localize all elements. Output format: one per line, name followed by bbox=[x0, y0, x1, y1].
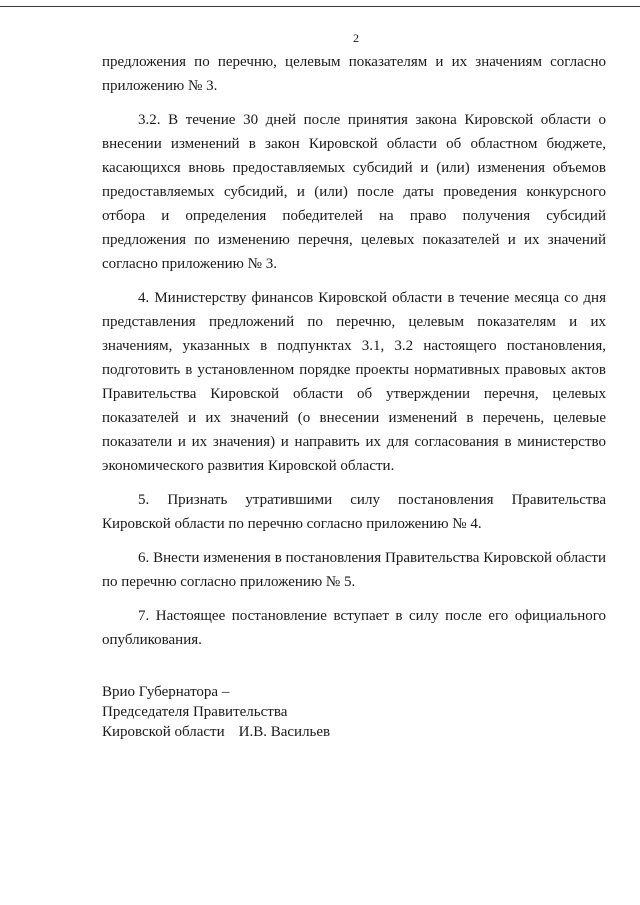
signature-region: Кировской области bbox=[102, 724, 225, 740]
top-rule bbox=[0, 6, 640, 7]
signature-title-line3 bbox=[102, 722, 330, 742]
signature-block bbox=[102, 682, 330, 742]
signatory-name: И.В. Васильев bbox=[238, 724, 331, 740]
paragraph-item-4: 4. Министерству финансов Кировской области в течение месяца со дня представления предложений по перечню, целевым показателям и их значениям, указанных в подпунктах 3.1, 3.2 настоящего постановления, подготовить в установленном порядке проекты нормативных правовых актов Правительства Кировской области об утверждении перечня, целевых показателей и их значений (о внесении изменений в перечень, целевые показатели и их значения) и направить их для согласования в министерство экономического развития Кировской области. bbox=[102, 290, 606, 474]
paragraph-item-5: 5. Признать утратившими силу постановления Правительства Кировской области по перечню согласно приложению № 4. bbox=[102, 492, 606, 532]
page-number: 2 bbox=[353, 31, 359, 45]
signature-title-line2: Председателя Правительства bbox=[102, 704, 288, 720]
paragraph-item-7: 7. Настоящее постановление вступает в силу после его официального опубликования. bbox=[102, 608, 606, 648]
document-body bbox=[102, 50, 606, 662]
paragraph-item-3-2: 3.2. В течение 30 дней после принятия закона Кировской области о внесении изменений в закон Кировской области об областном бюджете, касающихся вновь предоставляемых субсидий и (или) изменения объемов предоставляемых субсидий, и (или) после даты проведения конкурсного отбора и определения победителей на право получения субсидий предложения по изменению перечня, целевых показателей и их значений согласно приложению № 3. bbox=[102, 112, 606, 272]
paragraph-continuation: предложения по перечню, целевым показателям и их значениям согласно приложению № 3. bbox=[102, 54, 606, 94]
paragraph-item-6: 6. Внести изменения в постановления Правительства Кировской области по перечню согласно приложению № 5. bbox=[102, 550, 606, 590]
signature-title-line1: Врио Губернатора – bbox=[102, 684, 230, 700]
